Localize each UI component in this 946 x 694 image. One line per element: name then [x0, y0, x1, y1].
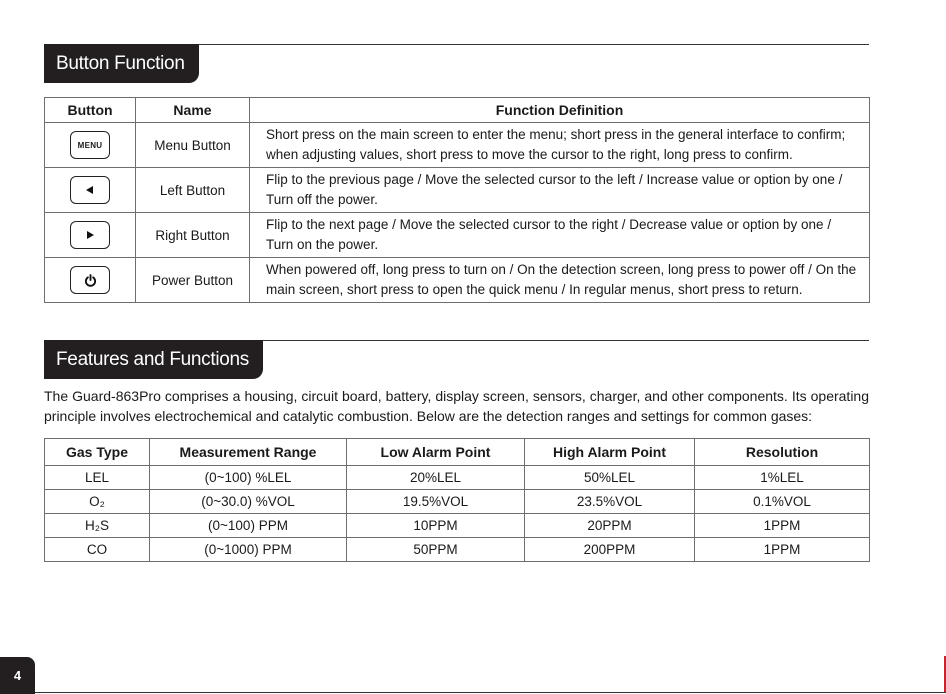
table-cell: H₂S [45, 514, 150, 538]
button-name: Right Button [136, 213, 250, 258]
column-header: Function Definition [250, 98, 870, 123]
table-cell: 19.5%VOL [347, 490, 525, 514]
button-cell [45, 213, 136, 258]
section-title-features: Features and Functions [44, 340, 263, 379]
table-cell: 23.5%VOL [525, 490, 695, 514]
button-name: Menu Button [136, 123, 250, 168]
function-definition: Flip to the next page / Move the selected cursor to the right / Decrease value or option by one / Turn on the power. [250, 213, 870, 258]
page-number: 4 [0, 657, 35, 694]
button-name: Left Button [136, 168, 250, 213]
right-arrow-key-icon [70, 221, 110, 249]
table-cell: CO [45, 538, 150, 562]
menu-key-icon: MENU [70, 131, 110, 159]
table-row [45, 123, 870, 168]
button-cell [45, 168, 136, 213]
button-name: Power Button [136, 258, 250, 303]
column-header: Measurement Range [150, 439, 347, 466]
table-cell: 50PPM [347, 538, 525, 562]
function-definition: Flip to the previous page / Move the selected cursor to the left / Increase value or option by one / Turn off the power. [250, 168, 870, 213]
column-header: High Alarm Point [525, 439, 695, 466]
column-header: Resolution [695, 439, 870, 466]
table-cell: (0~100) %LEL [150, 466, 347, 490]
table-cell: (0~1000) PPM [150, 538, 347, 562]
table-cell: 20%LEL [347, 466, 525, 490]
button-cell [45, 258, 136, 303]
left-arrow-key-icon [70, 176, 110, 204]
table-row [45, 538, 870, 562]
column-header: Name [136, 98, 250, 123]
table-cell: 50%LEL [525, 466, 695, 490]
table-cell: O₂ [45, 490, 150, 514]
table-cell: 1PPM [695, 538, 870, 562]
table-cell: 0.1%VOL [695, 490, 870, 514]
table-header-row [45, 98, 870, 123]
table-row [45, 514, 870, 538]
table-row [45, 258, 870, 303]
table-row [45, 168, 870, 213]
table-row [45, 490, 870, 514]
table-row [45, 466, 870, 490]
table-cell: 10PPM [347, 514, 525, 538]
table-cell: (0~100) PPM [150, 514, 347, 538]
table-cell: 1%LEL [695, 466, 870, 490]
column-header: Button [45, 98, 136, 123]
table-cell: 200PPM [525, 538, 695, 562]
function-definition: When powered off, long press to turn on / On the detection screen, long press to power off / On the main screen, short press to open the quick menu / In regular menus, short press to return. [250, 258, 870, 303]
table-cell: (0~30.0) %VOL [150, 490, 347, 514]
table-cell: LEL [45, 466, 150, 490]
intro-paragraph: The Guard-863Pro comprises a housing, circuit board, battery, display screen, sensors, charger, and other components. Its operating principle involves electrochemical and catalytic combustion. Below are the detection ranges and settings for common gases: [44, 388, 869, 424]
section-title-button-function: Button Function [44, 44, 199, 83]
table-row [45, 213, 870, 258]
button-function-table [44, 97, 870, 303]
table-cell: 20PPM [525, 514, 695, 538]
table-cell: 1PPM [695, 514, 870, 538]
gas-table [44, 438, 870, 562]
function-definition: Short press on the main screen to enter the menu; short press in the general interface to confirm; when adjusting values, short press to move the cursor to the right, long press to confirm. [250, 123, 870, 168]
column-header: Gas Type [45, 439, 150, 466]
power-key-icon [70, 266, 110, 294]
button-cell [45, 123, 136, 168]
column-header: Low Alarm Point [347, 439, 525, 466]
table-header-row [45, 439, 870, 466]
footer-divider [35, 692, 946, 693]
